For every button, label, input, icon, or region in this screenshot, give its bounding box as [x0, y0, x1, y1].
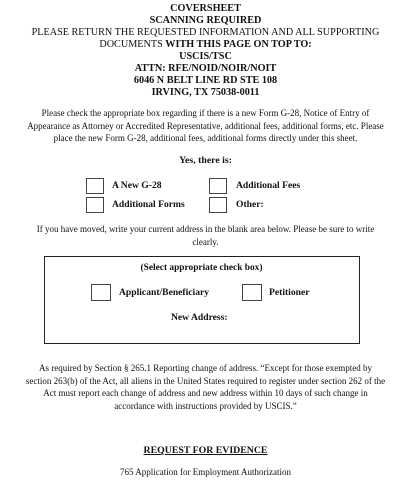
return-instruction-line2 [0, 39, 411, 51]
coversheet-title: COVERSHEET [170, 3, 241, 14]
instructions-line2: Appearance as Attorney or Accredited Representative, additional fees, additional forms, etc. Please [27, 120, 384, 131]
mailing-address-line3: 6046 N BELT LINE RD STE 108 [133, 75, 278, 86]
instructions-line1: Please check the appropriate box regarding if there is a new Form G-28, Notice of Entry of [41, 108, 370, 118]
application-title: 765 Application for Employment Authorization [120, 467, 291, 477]
return-instruction-line1: PLEASE RETURN THE REQUESTED INFORMATION AND ALL SUPPORTING [31, 27, 380, 38]
mailing-address-line4: IRVING, TX 75038-0011 [151, 87, 260, 98]
scanning-required: SCANNING REQUIRED [149, 15, 262, 26]
additional-forms-label: Additional Forms [112, 199, 185, 210]
petitioner-label: Petitioner [269, 287, 310, 298]
with-this-page-text: WITH THIS PAGE ON TOP TO: [165, 39, 312, 50]
mailing-address-line2: ATTN: RFE/NOID/NOIR/NOIT [134, 63, 277, 74]
other-label: Other: [236, 199, 264, 210]
petitioner-checkbox[interactable] [242, 284, 262, 301]
additional-forms-checkbox[interactable] [86, 197, 104, 213]
moved-line2: clearly. [192, 236, 219, 247]
legal-line3: Act must report each change of address and new address within 10 days of such change in [43, 388, 368, 399]
mailing-address-line1: USCIS/TSC [179, 51, 232, 62]
request-for-evidence-title: REQUEST FOR EVIDENCE [143, 445, 268, 456]
applicant-beneficiary-checkbox[interactable] [91, 284, 111, 301]
instructions-paragraph [6, 107, 405, 145]
applicant-beneficiary-label: Applicant/Beneficiary [119, 287, 210, 298]
new-g28-checkbox[interactable] [86, 178, 104, 194]
moved-paragraph [6, 223, 405, 248]
other-checkbox[interactable] [209, 197, 227, 213]
legal-line1: As required by Section § 265.1 Reporting change of address. “Except for those exempted by [39, 363, 372, 373]
new-address-box [44, 256, 360, 344]
additional-fees-checkbox[interactable] [209, 178, 227, 194]
legal-paragraph [4, 362, 407, 412]
new-g28-label: A New G-28 [112, 180, 162, 191]
new-address-label: New Address: [171, 312, 228, 323]
additional-fees-label: Additional Fees [236, 180, 301, 191]
moved-line1: If you have moved, write your current address in the blank area below. Please be sure to write [36, 224, 375, 234]
legal-line4: accordance with instructions provided by USCIS.” [114, 400, 297, 411]
instructions-line3: place the new Form G-28, additional fees, additional forms directly under this sheet. [53, 133, 358, 144]
yes-there-is-label: Yes, there is: [179, 155, 232, 166]
select-check-box-heading: (Select appropriate check box) [140, 263, 263, 273]
documents-text: DOCUMENTS [99, 39, 163, 50]
legal-line2: section 263(b) of the Act, all aliens in the United States required to register under section 262 of the [25, 375, 386, 386]
